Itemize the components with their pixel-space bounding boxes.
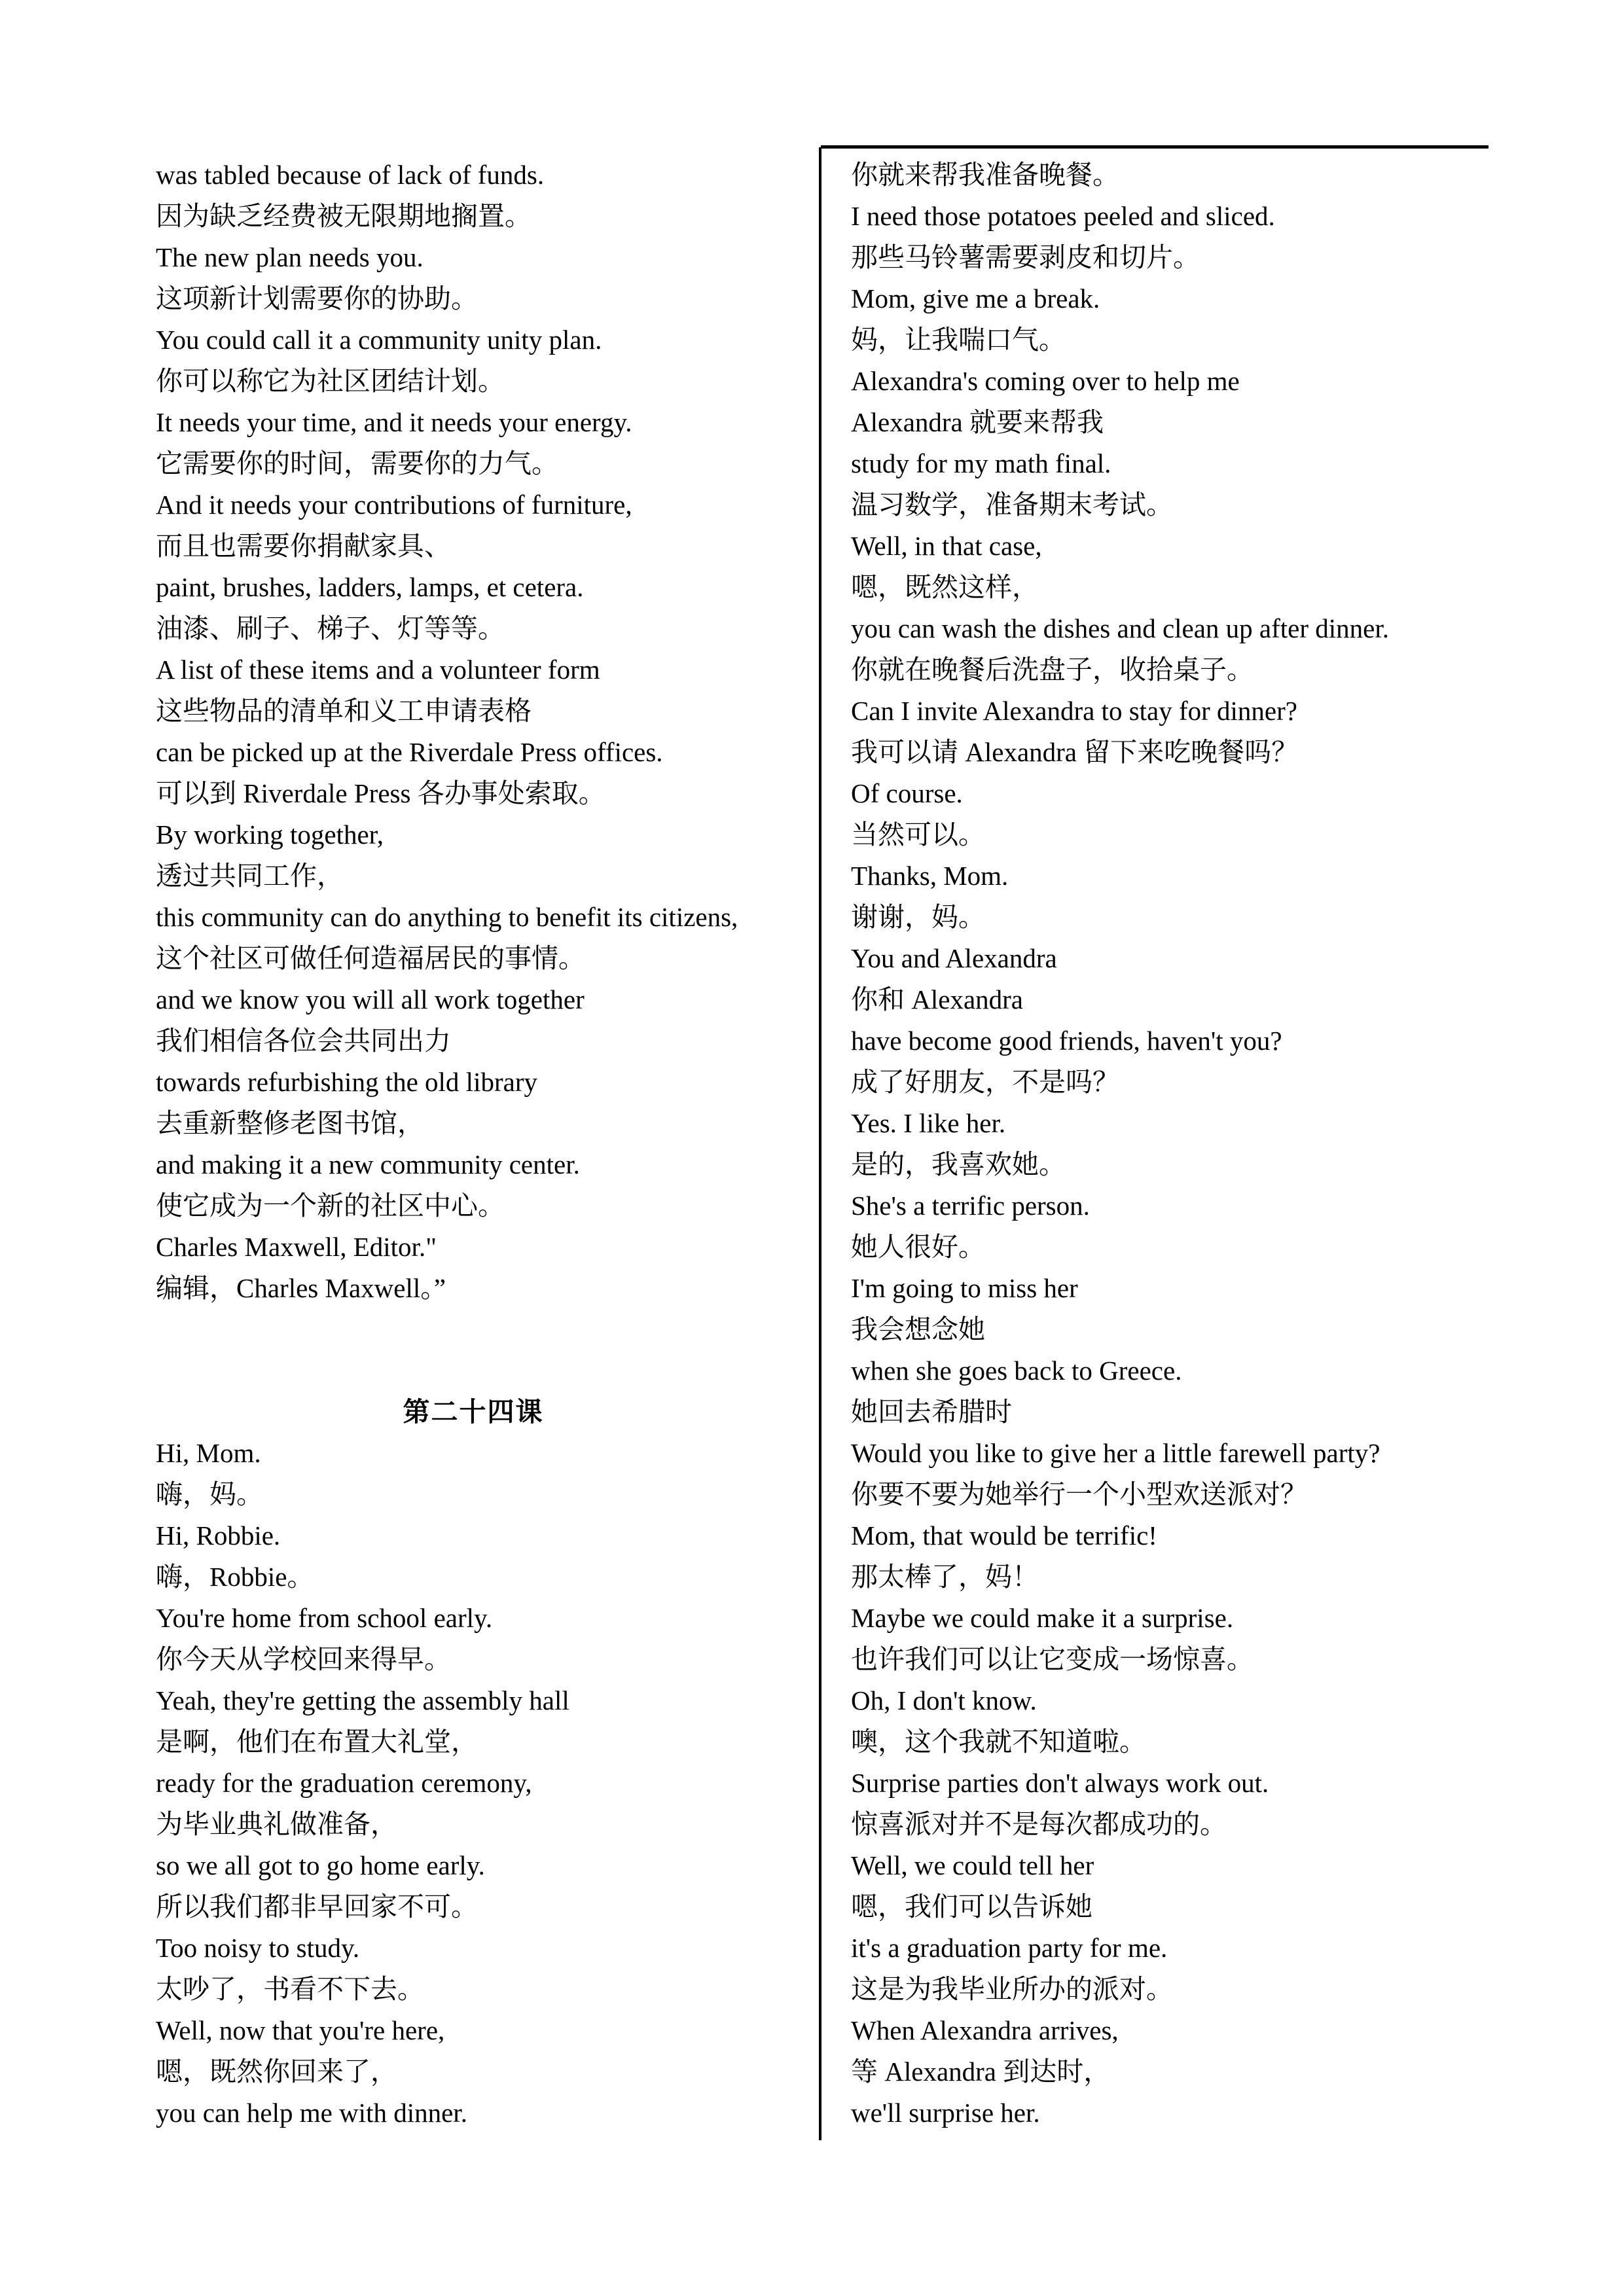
- dialogue-line: 嗯，既然这样，: [851, 572, 1039, 602]
- dialogue-line: You're home from school early.: [156, 1603, 493, 1633]
- dialogue-line: 我可以请 Alexandra 留下来吃晚餐吗？: [851, 737, 1299, 767]
- dialogue-line: Surprise parties don't always work out.: [851, 1768, 1269, 1798]
- right-column-text: [851, 154, 1492, 2134]
- dialogue-line: 当然可以。: [851, 819, 985, 850]
- dialogue-line: Yes. I like her.: [851, 1108, 1006, 1138]
- dialogue-line: so we all got to go home early.: [156, 1850, 485, 1880]
- dialogue-line: 去重新整修老图书馆，: [156, 1108, 424, 1138]
- dialogue-line: When Alexandra arrives,: [851, 2015, 1119, 2045]
- dialogue-line: I need those potatoes peeled and sliced.: [851, 201, 1275, 231]
- dialogue-line: Mom, that would be terrific!: [851, 1520, 1157, 1551]
- dialogue-line: Hi, Robbie.: [156, 1520, 281, 1551]
- dialogue-line: 使它成为一个新的社区中心。: [156, 1191, 505, 1221]
- dialogue-line: 编辑，Charles Maxwell。”: [156, 1273, 446, 1303]
- dialogue-line: 你和 Alexandra: [851, 984, 1023, 1014]
- dialogue-line: Well, in that case,: [851, 531, 1042, 561]
- dialogue-line: 你要不要为她举行一个小型欢送派对？: [851, 1479, 1307, 1509]
- dialogue-line: Alexandra's coming over to help me: [851, 366, 1240, 396]
- dialogue-line: By working together,: [156, 819, 384, 850]
- dialogue-line: 也许我们可以让它变成一场惊喜。: [851, 1644, 1254, 1674]
- dialogue-line: 那些马铃薯需要剥皮和切片。: [851, 242, 1200, 272]
- dialogue-line: 我们相信各位会共同出力: [156, 1026, 451, 1056]
- dialogue-line: ready for the graduation ceremony,: [156, 1768, 532, 1798]
- dialogue-line: and we know you will all work together: [156, 984, 585, 1014]
- dialogue-line: you can help me with dinner.: [156, 2098, 467, 2128]
- dialogue-line: 它需要你的时间，需要你的力气。: [156, 448, 558, 478]
- dialogue-line: was tabled because of lack of funds.: [156, 160, 545, 190]
- dialogue-line: 太吵了，书看不下去。: [156, 1974, 424, 2004]
- dialogue-line: 嗨，Robbie。: [156, 1562, 314, 1592]
- dialogue-line: A list of these items and a volunteer form: [156, 655, 600, 685]
- dialogue-line: And it needs your contributions of furniture,: [156, 490, 632, 520]
- dialogue-line: 嗯，我们可以告诉她: [851, 1892, 1092, 1922]
- dialogue-line: 你今天从学校回来得早。: [156, 1644, 451, 1674]
- dialogue-line: 嗨，妈。: [156, 1479, 263, 1509]
- dialogue-line: 这是为我毕业所办的派对。: [851, 1974, 1173, 2004]
- dialogue-line: 因为缺乏经费被无限期地搁置。: [156, 201, 532, 231]
- dialogue-line: Hi, Mom.: [156, 1438, 261, 1468]
- dialogue-line: Can I invite Alexandra to stay for dinner?: [851, 696, 1297, 726]
- dialogue-line: 为毕业典礼做准备，: [156, 1809, 397, 1839]
- dialogue-line: study for my math final.: [851, 448, 1111, 478]
- section-gap: [156, 1309, 804, 1391]
- dialogue-line: 我会想念她: [851, 1314, 985, 1344]
- dialogue-line: when she goes back to Greece.: [851, 1355, 1182, 1386]
- dialogue-line: 这个社区可做任何造福居民的事情。: [156, 943, 585, 973]
- dialogue-line: Alexandra 就要来帮我: [851, 407, 1104, 437]
- dialogue-line: 你就来帮我准备晚餐。: [851, 160, 1119, 190]
- dialogue-line: you can wash the dishes and clean up after dinner.: [851, 613, 1390, 643]
- dialogue-line: 透过共同工作，: [156, 861, 344, 891]
- dialogue-line: You and Alexandra: [851, 943, 1057, 973]
- top-rule: [821, 145, 1489, 149]
- dialogue-line: 而且也需要你捐献家具、: [156, 531, 451, 561]
- dialogue-line: 她人很好。: [851, 1232, 985, 1262]
- dialogue-line: this community can do anything to benefit its citizens,: [156, 902, 738, 932]
- dialogue-line: 是啊，他们在布置大礼堂，: [156, 1727, 478, 1757]
- left-column-text-after-heading: [156, 1433, 804, 2134]
- dialogue-line: Well, we could tell her: [851, 1850, 1094, 1880]
- dialogue-line: 成了好朋友，不是吗？: [851, 1067, 1119, 1097]
- dialogue-line: 油漆、刷子、梯子、灯等等。: [156, 613, 505, 643]
- dialogue-line: Thanks, Mom.: [851, 861, 1009, 891]
- dialogue-line: Oh, I don't know.: [851, 1685, 1037, 1715]
- dialogue-line: and making it a new community center.: [156, 1149, 580, 1179]
- dialogue-line: 谢谢，妈。: [851, 902, 985, 932]
- dialogue-line: it's a graduation party for me.: [851, 1933, 1168, 1963]
- dialogue-line: Well, now that you're here,: [156, 2015, 445, 2045]
- dialogue-line: 你就在晚餐后洗盘子，收拾桌子。: [851, 655, 1254, 685]
- dialogue-line: 那太棒了，妈！: [851, 1562, 1039, 1592]
- dialogue-line: 惊喜派对并不是每次都成功的。: [851, 1809, 1227, 1839]
- dialogue-line: 你可以称它为社区团结计划。: [156, 366, 505, 396]
- lesson-heading: 第二十四课: [403, 1397, 544, 1427]
- left-column: [156, 154, 804, 2134]
- dialogue-line: Would you like to give her a little farewell party?: [851, 1438, 1380, 1468]
- dialogue-line: Mom, give me a break.: [851, 283, 1100, 314]
- dialogue-line: we'll surprise her.: [851, 2098, 1040, 2128]
- dialogue-line: I'm going to miss her: [851, 1273, 1078, 1303]
- dialogue-line: The new plan needs you.: [156, 242, 424, 272]
- column-divider: [819, 147, 821, 2140]
- dialogue-line: Maybe we could make it a surprise.: [851, 1603, 1234, 1633]
- dialogue-line: 等 Alexandra 到达时，: [851, 2056, 1111, 2087]
- dialogue-line: 噢，这个我就不知道啦。: [851, 1727, 1146, 1757]
- dialogue-line: paint, brushes, ladders, lamps, et cetera.: [156, 572, 584, 602]
- dialogue-line: 所以我们都非早回家不可。: [156, 1892, 478, 1922]
- dialogue-line: 她回去希腊时: [851, 1397, 1012, 1427]
- dialogue-line: 这些物品的清单和义工申请表格: [156, 696, 532, 726]
- dialogue-line: 妈，让我喘口气。: [851, 325, 1066, 355]
- dialogue-line: Yeah, they're getting the assembly hall: [156, 1685, 569, 1715]
- dialogue-line: It needs your time, and it needs your energy.: [156, 407, 632, 437]
- dialogue-line: 嗯，既然你回来了，: [156, 2056, 397, 2087]
- dialogue-line: 温习数学，准备期末考试。: [851, 490, 1173, 520]
- dialogue-line: 可以到 Riverdale Press 各办事处索取。: [156, 778, 605, 808]
- dialogue-line: can be picked up at the Riverdale Press offices.: [156, 737, 663, 767]
- dialogue-line: towards refurbishing the old library: [156, 1067, 537, 1097]
- dialogue-line: Of course.: [851, 778, 963, 808]
- dialogue-line: Charles Maxwell, Editor.": [156, 1232, 437, 1262]
- dialogue-line: 是的，我喜欢她。: [851, 1149, 1066, 1179]
- dialogue-line: have become good friends, haven't you?: [851, 1026, 1282, 1056]
- dialogue-line: You could call it a community unity plan.: [156, 325, 602, 355]
- right-column: [851, 154, 1492, 2134]
- dialogue-line: Too noisy to study.: [156, 1933, 360, 1963]
- dialogue-line: She's a terrific person.: [851, 1191, 1090, 1221]
- dialogue-line: 这项新计划需要你的协助。: [156, 283, 478, 314]
- left-column-text-before-heading: [156, 154, 804, 1309]
